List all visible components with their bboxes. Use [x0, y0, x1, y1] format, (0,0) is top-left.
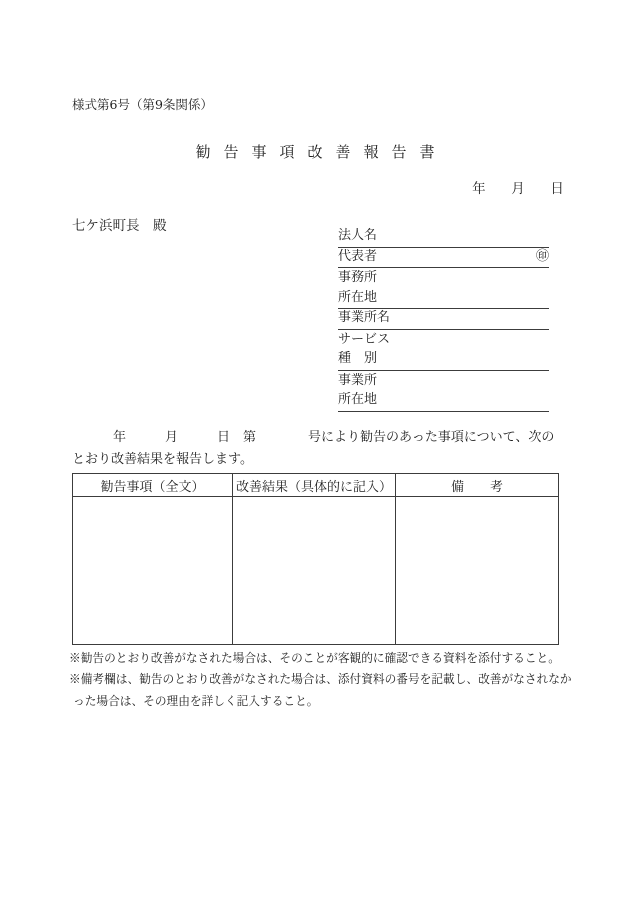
- field-label: 所在地: [338, 289, 378, 305]
- field-office-address: [338, 289, 549, 310]
- field-business-address: [338, 391, 549, 412]
- field-label: 種 別: [338, 351, 378, 366]
- fields-block: [338, 227, 549, 412]
- note-line-2: ※備考欄は、勧告のとおり改善がなされた場合は、添付資料の番号を記載し、改善がなされなか: [69, 672, 572, 687]
- field-label: 事業所: [338, 372, 378, 388]
- report-table-header: [73, 474, 559, 497]
- field-label: 事務所: [338, 270, 378, 285]
- col-header-remarks: 備 考: [396, 474, 559, 497]
- body-paragraph: [72, 427, 562, 470]
- body-line-1: 年 月 日 第 号により勧告のあった事項について、次の: [113, 430, 555, 445]
- seal-mark-icon: ㊞: [535, 248, 549, 264]
- report-table: [72, 473, 559, 645]
- field-office: [338, 268, 549, 289]
- field-business-name: [338, 309, 549, 330]
- page-title: 勧告事項改善報告書: [195, 143, 448, 161]
- field-service-type: [338, 350, 549, 371]
- field-label: 所在地: [338, 392, 378, 407]
- field-corporate-name: [338, 227, 549, 248]
- date-line: 年 月 日: [472, 181, 570, 197]
- cell-recommendation: [73, 497, 233, 645]
- field-business-office: [338, 371, 549, 392]
- header-row: [73, 474, 559, 497]
- field-service: [338, 330, 549, 351]
- addressee: 七ケ浜町長 殿: [72, 218, 167, 234]
- field-label: 代表者: [338, 248, 378, 264]
- field-label: サービス: [338, 331, 391, 347]
- field-label: 事業所名: [338, 310, 391, 325]
- note-line-1: ※勧告のとおり改善がなされた場合は、そのことが客観的に確認できる資料を添付すること。: [69, 651, 560, 665]
- field-label: 法人名: [338, 228, 378, 243]
- cell-improvement-result: [233, 497, 396, 645]
- cell-remarks: [396, 497, 559, 645]
- col-header-recommendation: 勧告事項（全文）: [73, 474, 233, 497]
- form-number: 様式第6号（第9条関係）: [72, 97, 213, 112]
- table-row: [73, 497, 559, 645]
- note-line-3: った場合は、その理由を詳しく記入すること。: [73, 693, 319, 708]
- report-table-body: [73, 497, 559, 645]
- notes-block: [69, 648, 579, 712]
- field-representative: [338, 248, 549, 269]
- body-line-2: とおり改善結果を報告します。: [72, 451, 253, 467]
- col-header-improvement-result: 改善結果（具体的に記入）: [233, 474, 396, 497]
